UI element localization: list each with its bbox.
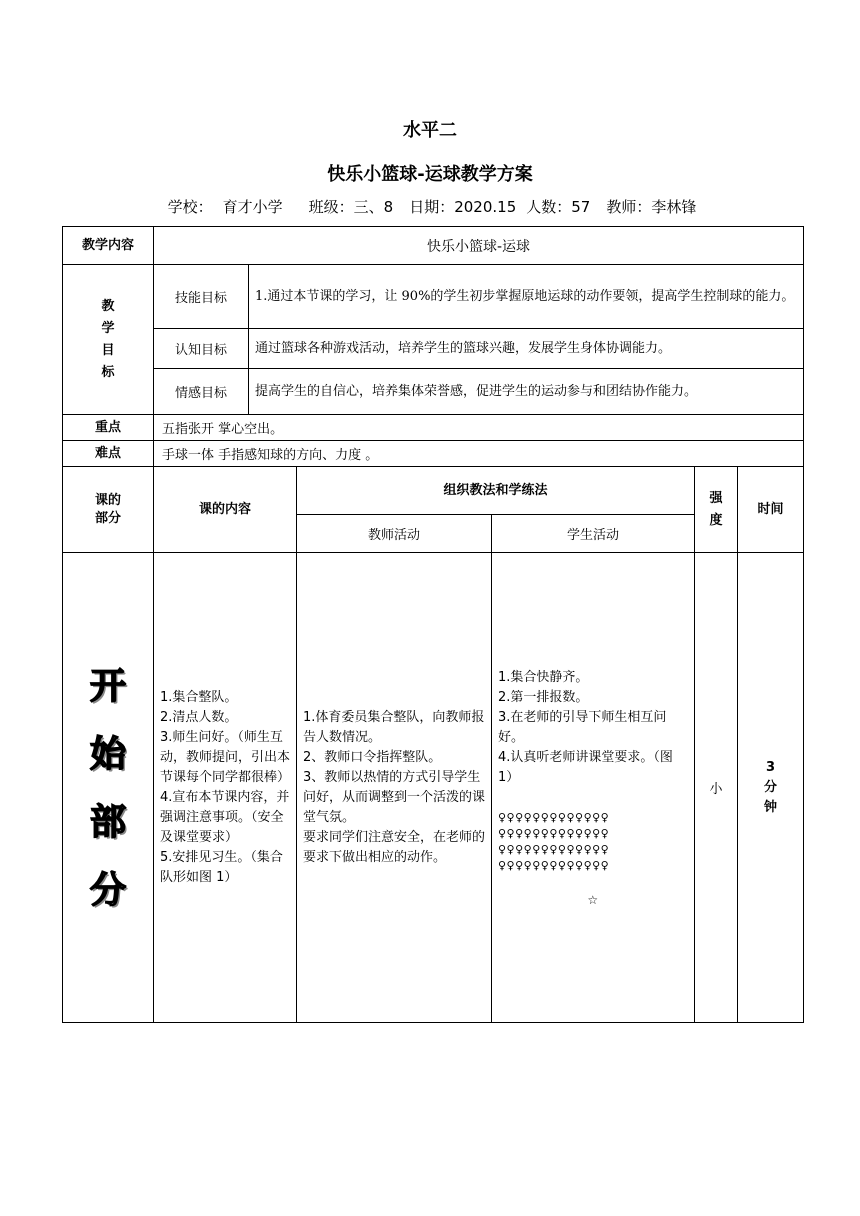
goal-label-cognitive: 认知目标 bbox=[154, 329, 249, 369]
content-line: 2.清点人数。 bbox=[160, 709, 238, 725]
student-line: 4.认真听老师讲课堂要求。（图 1） bbox=[498, 749, 673, 785]
level-title: 水平二 bbox=[403, 120, 457, 141]
formation-row: ♀♀♀♀♀♀♀♀♀♀♀♀♀ bbox=[498, 826, 610, 840]
goals-label bbox=[63, 265, 154, 415]
goal-row-skill bbox=[63, 265, 804, 329]
content-value: 快乐小篮球-运球 bbox=[154, 227, 804, 265]
key-point-value: 五指张开 掌心空出。 bbox=[154, 415, 804, 441]
teacher-value: 李林锋 bbox=[651, 198, 697, 216]
col-strength-line: 度 bbox=[709, 512, 723, 528]
part-char: 始 bbox=[89, 732, 126, 775]
col-student-header: 学生活动 bbox=[492, 515, 695, 553]
student-line: 3.在老师的引导下师生相互问好。 bbox=[498, 709, 667, 745]
content-line: 1.集合整队。 bbox=[160, 689, 238, 705]
difficulty-label: 难点 bbox=[63, 441, 154, 467]
student-line: 1.集合快静齐。 bbox=[498, 669, 589, 685]
date-label: 日期： bbox=[409, 198, 455, 216]
goal-text-cognitive: 通过篮球各种游戏活动，培养学生的篮球兴趣，发展学生身体协调能力。 bbox=[249, 329, 804, 369]
difficulty-value: 手球一体 手指感知球的方向、力度 。 bbox=[154, 441, 804, 467]
content-line: 5.安排见习生。（集合队形如图 1） bbox=[160, 849, 283, 885]
time-line: 3 bbox=[765, 759, 776, 775]
col-part-line: 部分 bbox=[94, 510, 121, 526]
content-label: 教学内容 bbox=[63, 227, 154, 265]
date-value: 2020.15 bbox=[454, 198, 517, 216]
col-part-line: 课的 bbox=[94, 492, 121, 508]
class-value: 三、8 bbox=[353, 198, 394, 216]
key-point-label: 重点 bbox=[63, 415, 154, 441]
formation-row: ♀♀♀♀♀♀♀♀♀♀♀♀♀ bbox=[498, 858, 610, 872]
column-header-row bbox=[63, 467, 804, 515]
col-time-header: 时间 bbox=[738, 467, 804, 553]
goals-label-char: 学 bbox=[101, 320, 115, 336]
page-title: 快乐小篮球-运球教学方案 bbox=[327, 164, 533, 185]
teacher-label: 教师： bbox=[606, 198, 652, 216]
col-strength-line: 强 bbox=[709, 490, 723, 506]
time-line: 分 bbox=[763, 779, 777, 795]
goal-label-emotion: 情感目标 bbox=[154, 369, 249, 415]
difficulty-row bbox=[63, 441, 804, 467]
count-value: 57 bbox=[571, 198, 591, 216]
goals-label-char: 目 bbox=[101, 342, 115, 358]
time-line: 钟 bbox=[763, 799, 777, 815]
part-char: 部 bbox=[89, 800, 126, 843]
col-strength-header bbox=[695, 467, 738, 553]
teacher-line: 要求同学们注意安全，在老师的要求下做出相应的动作。 bbox=[303, 829, 486, 865]
section-student-cell bbox=[492, 553, 695, 1023]
teacher-line: 1.体育委员集合整队，向教师报告人数情况。 bbox=[303, 709, 485, 745]
goal-row-cognitive bbox=[63, 329, 804, 369]
count-label: 人数： bbox=[526, 198, 572, 216]
school-value: 育才小学 bbox=[222, 198, 283, 216]
section-time-cell bbox=[738, 553, 804, 1023]
formation-row: ♀♀♀♀♀♀♀♀♀♀♀♀♀ bbox=[498, 810, 610, 824]
teacher-position-icon: ☆ bbox=[587, 892, 599, 907]
goals-label-char: 标 bbox=[101, 364, 115, 380]
content-line: 3.师生问好。（师生互动，教师提问，引出本节课每个同学都很棒） bbox=[160, 729, 291, 785]
section-content-cell bbox=[154, 553, 297, 1023]
goal-row-emotion bbox=[63, 369, 804, 415]
teacher-line: 3、教师以热情的方式引导学生问好，从而调整到一个活泼的课堂气氛。 bbox=[303, 769, 486, 825]
content-line: 4.宣布本节课内容，并强调注意事项。（安全及课堂要求） bbox=[160, 789, 290, 845]
goal-text-emotion: 提高学生的自信心，培养集体荣誉感，促进学生的运动参与和团结协作能力。 bbox=[249, 369, 804, 415]
col-methods-header: 组织教法和学练法 bbox=[297, 467, 695, 515]
key-point-row bbox=[63, 415, 804, 441]
teacher-line: 2、教师口令指挥整队。 bbox=[303, 749, 442, 765]
info-line bbox=[62, 196, 802, 217]
col-teacher-header: 教师活动 bbox=[297, 515, 492, 553]
goal-label-skill: 技能目标 bbox=[154, 265, 249, 329]
lesson-plan-table bbox=[62, 226, 804, 1023]
section-strength-cell: 小 bbox=[695, 553, 738, 1023]
formation-diagram bbox=[498, 810, 688, 908]
opening-section-row bbox=[63, 553, 804, 1023]
school-label: 学校： bbox=[167, 198, 213, 216]
class-label: 班级： bbox=[308, 198, 354, 216]
student-line: 2.第一排报数。 bbox=[498, 689, 589, 705]
formation-row: ♀♀♀♀♀♀♀♀♀♀♀♀♀ bbox=[498, 842, 610, 856]
content-row bbox=[63, 227, 804, 265]
section-teacher-cell bbox=[297, 553, 492, 1023]
section-part-cell bbox=[63, 553, 154, 1023]
part-char: 开 bbox=[89, 664, 126, 707]
part-char: 分 bbox=[89, 868, 126, 911]
goal-text-skill: 1.通过本节课的学习，让 90%的学生初步掌握原地运球的动作要领，提高学生控制球的能力。 bbox=[249, 265, 804, 329]
col-content-header: 课的内容 bbox=[154, 467, 297, 553]
goals-label-char: 教 bbox=[101, 298, 115, 314]
col-part-header bbox=[63, 467, 154, 553]
